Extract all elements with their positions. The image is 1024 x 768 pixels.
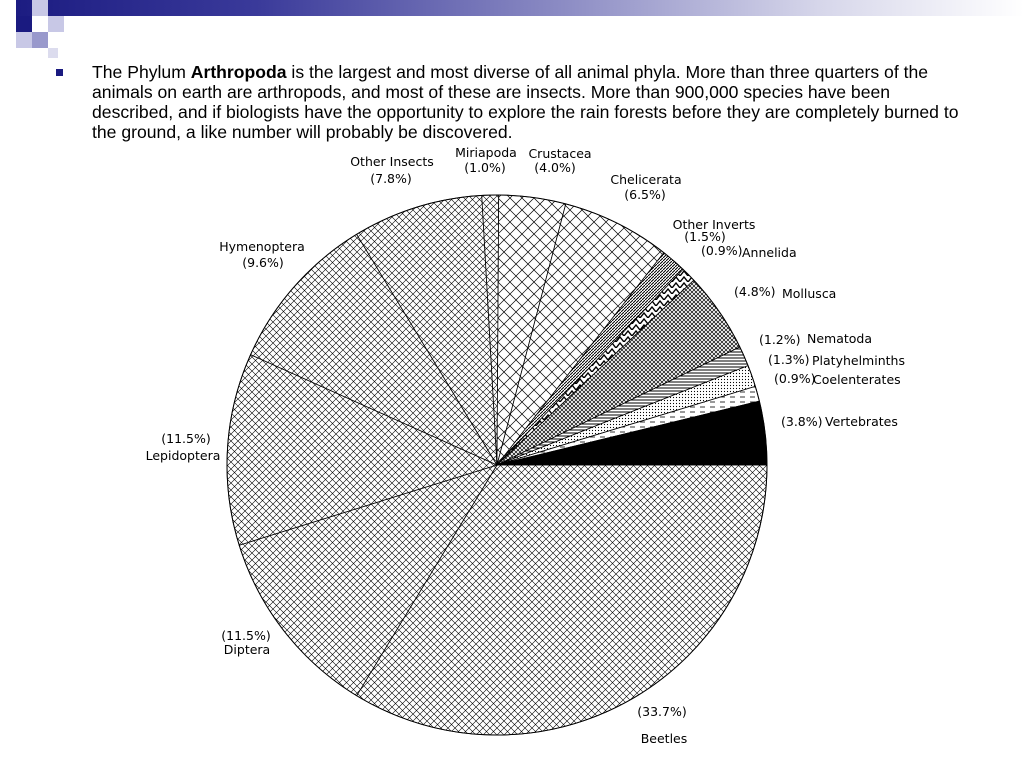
pie-category-label-diptera: Diptera bbox=[223, 642, 271, 657]
pie-category-label-chelicerata: Chelicerata bbox=[610, 172, 682, 187]
pie-value-label-other-insects: (7.8%) bbox=[370, 171, 412, 186]
pie-category-label-coelenterates: Coelenterates bbox=[813, 372, 901, 387]
pie-value-label-hymenoptera: (9.6%) bbox=[242, 255, 284, 270]
pie-category-label-other-insects: Other Insects bbox=[350, 154, 434, 169]
pie-category-label-beetles: Beetles bbox=[640, 731, 688, 746]
pie-category-label-hymenoptera: Hymenoptera bbox=[219, 239, 305, 254]
pie-category-label-nematoda: Nematoda bbox=[807, 331, 873, 346]
pie-category-label-vertebrates: Vertebrates bbox=[825, 414, 898, 429]
pie-value-label-coelenterates: (0.9%) bbox=[774, 371, 816, 386]
pie-value-label-annelida: (0.9%) bbox=[701, 243, 743, 258]
pie-category-label-annelida: Annelida bbox=[742, 245, 797, 260]
pie-category-label-crustacea: Crustacea bbox=[528, 146, 592, 161]
pie-value-label-nematoda: (1.2%) bbox=[759, 332, 801, 347]
pie-value-label-miriapoda: (1.0%) bbox=[464, 160, 506, 175]
pie-value-label-mollusca: (4.8%) bbox=[734, 284, 776, 299]
pie-value-label-platyhelminths: (1.3%) bbox=[768, 352, 810, 367]
pie-value-label-lepidoptera: (11.5%) bbox=[161, 431, 211, 446]
pie-value-label-other-inverts: (1.5%) bbox=[684, 229, 726, 244]
pie-value-label-diptera: (11.5%) bbox=[221, 628, 271, 643]
pie-category-label-platyhelminths: Platyhelminths bbox=[812, 353, 905, 368]
pie-category-label-mollusca: Mollusca bbox=[782, 286, 837, 301]
pie-category-label-miriapoda: Miriapoda bbox=[455, 145, 517, 160]
pie-value-label-chelicerata: (6.5%) bbox=[624, 187, 666, 202]
pie-category-label-other-inverts: Other Inverts bbox=[672, 217, 756, 232]
pie-value-label-vertebrates: (3.8%) bbox=[781, 414, 823, 429]
text-after: is the largest and most diverse of all animal phyla. More than three quarters of the animals on earth are arthropods, and most of these are insects. More than 900,000 species have been described, and if biologists have the opportunity to explore the rain forests before they are completely burned to the ground, a like number will probably be discovered. bbox=[92, 62, 959, 142]
pie-category-label-lepidoptera: Lepidoptera bbox=[145, 448, 221, 463]
text-before: The Phylum bbox=[92, 62, 191, 82]
pie-value-label-beetles: (33.7%) bbox=[637, 704, 687, 719]
pie-value-label-crustacea: (4.0%) bbox=[534, 160, 576, 175]
text-bold-arthropoda: Arthropoda bbox=[190, 62, 287, 82]
